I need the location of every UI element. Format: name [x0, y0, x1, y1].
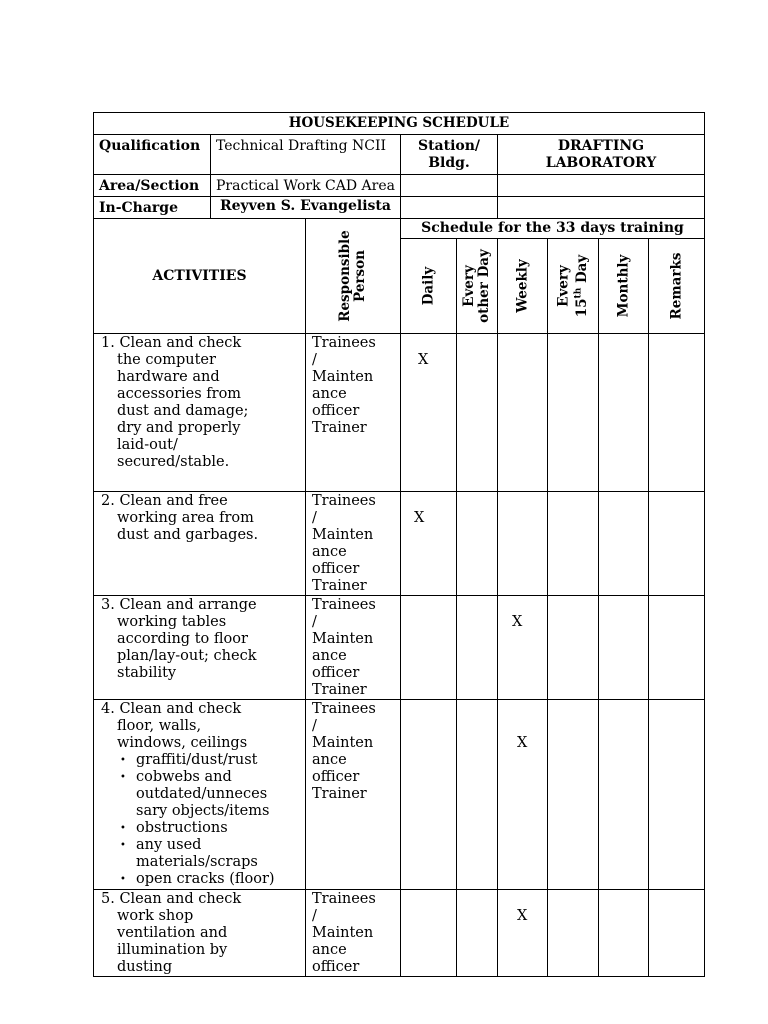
person-line: ance — [312, 942, 347, 958]
monthly-header — [599, 239, 649, 334]
person-line: officer — [312, 769, 360, 785]
weekly-label: Weekly — [514, 259, 530, 313]
activity-line: stability — [117, 665, 177, 681]
person-line: ance — [312, 752, 347, 768]
activity-line: 2. Clean and free — [101, 493, 228, 509]
table-row — [94, 596, 705, 700]
activity-cell — [94, 890, 306, 977]
activity-line: plan/lay-out; check — [117, 648, 257, 664]
area-empty-cell-1 — [401, 175, 498, 197]
remarks-cell — [649, 334, 705, 492]
station-label-line2: Bldg. — [428, 155, 470, 171]
person-line: ance — [312, 386, 347, 402]
weekly-cell — [498, 596, 548, 700]
activities-header: ACTIVITIES — [94, 219, 306, 334]
person-line: officer — [312, 403, 360, 419]
activity-line: work shop — [117, 908, 194, 924]
responsible-line2: Person — [352, 250, 368, 302]
person-line: Trainer — [312, 578, 367, 594]
every-other-day-label — [462, 249, 492, 323]
activity-line: hardware and — [117, 369, 220, 385]
person-line: Trainer — [312, 420, 367, 436]
station-label-line1: Station/ — [417, 138, 481, 154]
qualification-label: Qualification — [94, 135, 211, 175]
responsible-line1: Responsible — [337, 230, 353, 322]
daily-cell — [401, 334, 457, 492]
weekly-cell — [498, 700, 548, 890]
activity-line: 5. Clean and check — [101, 891, 242, 907]
list-item: • open cracks (floor) — [118, 871, 301, 888]
activity-line: floor, walls, — [117, 718, 202, 734]
daily-cell — [401, 596, 457, 700]
person-line: Trainees — [312, 335, 376, 351]
list-item: • obstructions — [118, 820, 301, 837]
person-line: Mainten — [312, 735, 374, 751]
remarks-header — [649, 239, 705, 334]
monthly-cell — [599, 492, 649, 596]
person-line: Mainten — [312, 925, 374, 941]
every-15th-day-cell — [548, 596, 599, 700]
person-line: Trainees — [312, 493, 376, 509]
activity-line: according to floor — [117, 631, 248, 647]
activity-line: illumination by — [117, 942, 228, 958]
remarks-cell — [649, 492, 705, 596]
person-line: / — [312, 352, 317, 368]
weekly-header — [498, 239, 548, 334]
person-line: officer — [312, 665, 360, 681]
person-line: Mainten — [312, 369, 374, 385]
person-line: Mainten — [312, 527, 374, 543]
person-line: / — [312, 908, 317, 924]
weekly-cell — [498, 890, 548, 977]
person-line: Trainees — [312, 597, 376, 613]
responsible-cell — [306, 890, 401, 977]
every-other-day-cell — [457, 890, 498, 977]
activity-cell — [94, 492, 306, 596]
activity-line: working tables — [117, 614, 227, 630]
station-label — [401, 135, 498, 175]
person-line: ance — [312, 648, 347, 664]
list-item: • any used materials/scraps — [118, 837, 301, 871]
monthly-cell — [599, 334, 649, 492]
table-row — [94, 492, 705, 596]
activity-cell — [94, 700, 306, 890]
check-mark: X — [418, 352, 429, 368]
activity-cell — [94, 596, 306, 700]
activity-line: the computer — [117, 352, 216, 368]
responsible-person-label — [338, 230, 368, 322]
monthly-cell — [599, 596, 649, 700]
check-mark: X — [414, 510, 425, 526]
person-line: / — [312, 614, 317, 630]
every-15th-day-cell — [548, 890, 599, 977]
every-other-day-cell — [457, 596, 498, 700]
activity-line: accessories from — [117, 386, 242, 402]
person-line: Mainten — [312, 631, 374, 647]
schedule-header: Schedule for the 33 days training — [401, 219, 705, 239]
every-other-line2: other Day — [476, 249, 492, 323]
person-line: officer — [312, 561, 360, 577]
check-mark: X — [517, 735, 528, 751]
station-value-line2: LABORATORY — [545, 155, 657, 171]
every-other-line1: Every — [461, 265, 477, 307]
remarks-label: Remarks — [668, 252, 684, 320]
monthly-cell — [599, 890, 649, 977]
every-15th-day-cell — [548, 492, 599, 596]
incharge-empty-cell-2 — [498, 197, 705, 219]
form-title: HOUSEKEEPING SCHEDULE — [94, 113, 705, 135]
activity-line: dusting — [117, 959, 173, 975]
weekly-cell — [498, 334, 548, 492]
activity-line: windows, ceilings — [117, 735, 248, 751]
incharge-value: Reyven S. Evangelista — [211, 197, 401, 219]
daily-cell — [401, 700, 457, 890]
activity-line: laid-out/ — [117, 437, 178, 453]
every-15th-day-header — [548, 239, 599, 334]
schedule-table — [93, 112, 705, 977]
every15-number: 15 — [573, 298, 590, 318]
activity-bullet-list — [101, 752, 301, 888]
table-row — [94, 700, 705, 890]
housekeeping-schedule-form — [93, 112, 698, 977]
activity-line: dust and damage; — [117, 403, 249, 419]
person-line: officer — [312, 959, 360, 975]
area-label: Area/Section — [94, 175, 211, 197]
activity-cell — [94, 334, 306, 492]
remarks-cell — [649, 890, 705, 977]
station-value — [498, 135, 705, 175]
list-item: • cobwebs and outdated/unneces sary objects/items — [118, 769, 301, 820]
responsible-cell — [306, 596, 401, 700]
daily-cell — [401, 492, 457, 596]
every-other-day-cell — [457, 492, 498, 596]
activity-line: 3. Clean and arrange — [101, 597, 257, 613]
activity-line: working area from — [117, 510, 254, 526]
list-item: • graffiti/dust/rust — [118, 752, 301, 769]
every-other-day-cell — [457, 700, 498, 890]
every15-line1: Every — [555, 265, 572, 307]
area-empty-cell-2 — [498, 175, 705, 197]
activity-line: ventilation and — [117, 925, 228, 941]
every-15th-day-cell — [548, 334, 599, 492]
incharge-label: In-Charge — [94, 197, 211, 219]
person-line: Trainees — [312, 891, 376, 907]
person-line: ance — [312, 544, 347, 560]
every-15th-day-label — [556, 255, 590, 318]
responsible-cell — [306, 334, 401, 492]
table-row — [94, 890, 705, 977]
activity-line: dry and properly — [117, 420, 241, 436]
activity-line: dust and garbages. — [117, 527, 259, 543]
person-line: Trainees — [312, 701, 376, 717]
area-value: Practical Work CAD Area — [211, 175, 401, 197]
remarks-cell — [649, 700, 705, 890]
daily-label: Daily — [420, 266, 436, 306]
table-row — [94, 334, 705, 492]
activity-line: secured/stable. — [117, 454, 230, 470]
daily-header — [401, 239, 457, 334]
responsible-cell — [306, 492, 401, 596]
every-other-day-cell — [457, 334, 498, 492]
every15-day: Day — [573, 254, 590, 288]
monthly-label: Monthly — [615, 254, 631, 318]
every-15th-day-cell — [548, 700, 599, 890]
person-line: / — [312, 718, 317, 734]
person-line: Trainer — [312, 682, 367, 698]
remarks-cell — [649, 596, 705, 700]
every15-line2 — [571, 255, 590, 318]
qualification-value: Technical Drafting NCII — [211, 135, 401, 175]
station-value-line1: DRAFTING — [557, 138, 645, 154]
daily-cell — [401, 890, 457, 977]
every15-suffix: th — [573, 287, 584, 299]
person-line: Trainer — [312, 786, 367, 802]
responsible-cell — [306, 700, 401, 890]
check-mark: X — [512, 614, 523, 630]
every-other-day-header — [457, 239, 498, 334]
incharge-empty-cell-1 — [401, 197, 498, 219]
person-line: / — [312, 510, 317, 526]
weekly-cell — [498, 492, 548, 596]
activity-line: 1. Clean and check — [101, 335, 242, 351]
monthly-cell — [599, 700, 649, 890]
activity-line: 4. Clean and check — [101, 701, 242, 717]
check-mark: X — [517, 908, 528, 924]
responsible-person-header — [306, 219, 401, 334]
